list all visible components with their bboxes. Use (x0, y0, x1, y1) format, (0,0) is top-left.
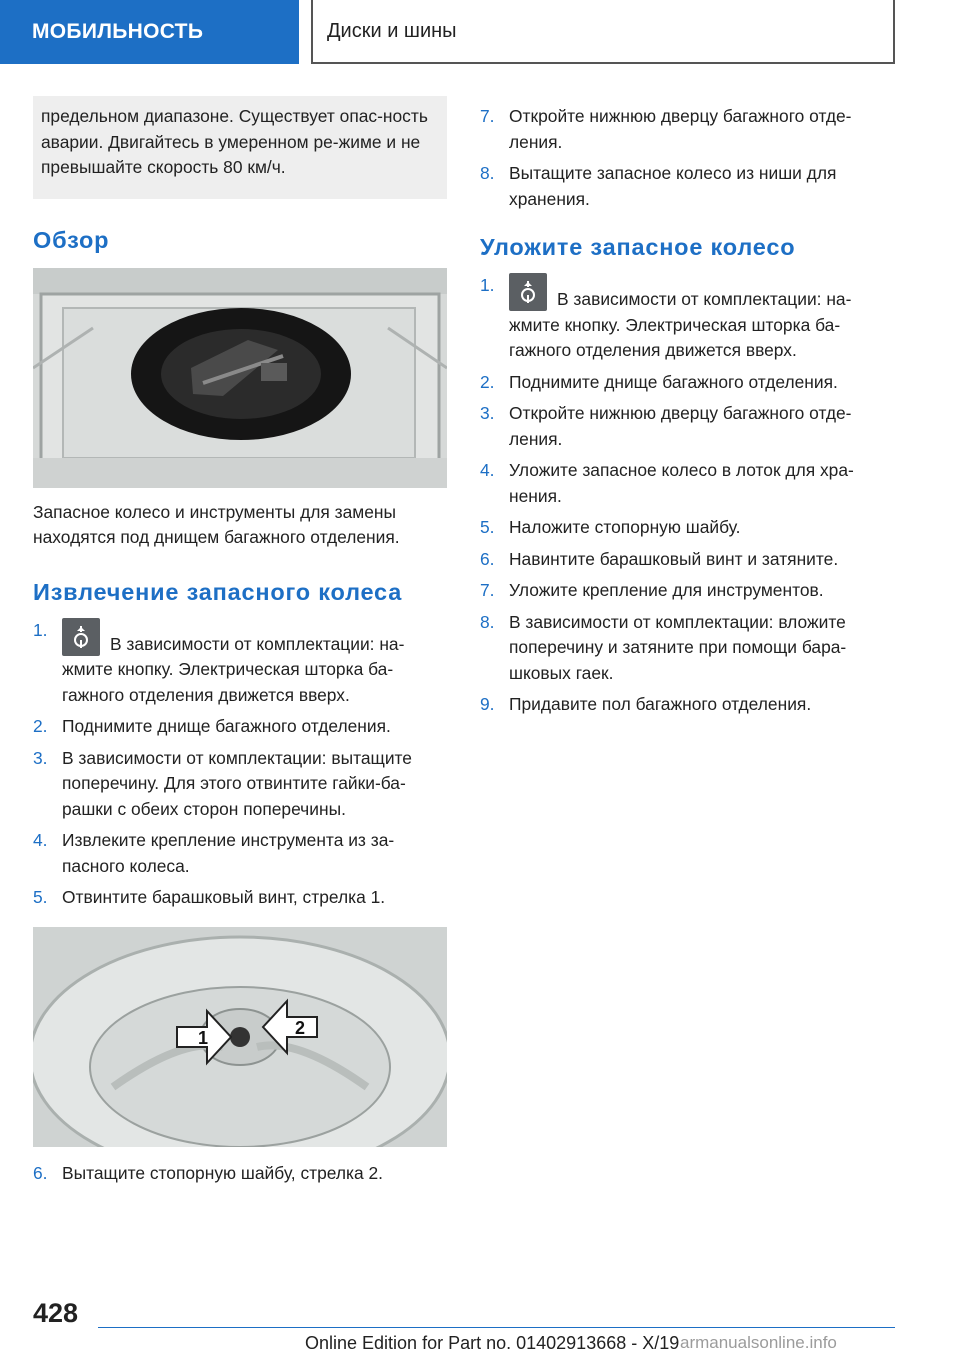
list-item (480, 610, 895, 687)
removal-heading: Извлечение запасного колеса (33, 578, 403, 605)
step-text: Отвинтите барашковый винт, стрелка 1. (62, 887, 386, 907)
list-item (480, 547, 895, 573)
overview-caption: Запасное колесо и инструменты для замены находятся под днищем багажного отделения. (33, 501, 400, 547)
spare-wheel-photo (33, 268, 447, 488)
step-text: Придавите пол багажного отделения. (509, 694, 812, 714)
arrow-label-2: 2 (295, 1017, 306, 1038)
step-number: 3. (33, 747, 48, 768)
list-item (33, 714, 447, 740)
list-item (480, 692, 895, 718)
spare-wheel-illustration (33, 268, 447, 488)
step-text: Уложите крепление для инструментов. (509, 580, 824, 600)
step-text: Поднимите днище багажного отделения. (62, 716, 391, 736)
list-item (480, 578, 895, 604)
step-number: 9. (480, 694, 495, 714)
arrow-label-1: 1 (198, 1027, 209, 1048)
removal-steps-right (480, 104, 895, 212)
step-number: 1. (480, 275, 495, 295)
step-number: 8. (480, 163, 495, 183)
topic-title: Диски и шины (327, 19, 457, 42)
left-column (33, 96, 447, 1192)
step-text: В зависимости от комплектации: на-жмите кнопку. Электрическая шторка ба-гажного отделения движется вверх. (62, 633, 405, 705)
step-text: Откройте нижнюю дверцу багажного отде-ления. (509, 106, 852, 152)
list-item (480, 273, 895, 364)
step-number: 6. (480, 548, 495, 569)
step-number: 8. (480, 611, 495, 632)
page-number: 428 (33, 1298, 79, 1328)
list-item (480, 401, 895, 452)
step-number: 5. (480, 517, 495, 537)
edition-text: Online Edition for Part no. 01402913668 - X/19 (305, 1333, 680, 1353)
step-text: Вытащите запасное колесо из ниши для хранения. (509, 163, 837, 209)
step-number: 2. (480, 371, 495, 392)
stow-heading: Уложите запасное колесо (480, 234, 796, 260)
list-item (33, 885, 447, 911)
list-item (33, 1161, 447, 1187)
trunk-button-icon (509, 273, 547, 311)
step-text: Вытащите стопорную шайбу, стрелка 2. (62, 1162, 384, 1183)
right-column (480, 96, 895, 724)
list-item (33, 746, 447, 823)
section-tab: МОБИЛЬНОСТЬ (0, 0, 299, 64)
trunk-button-icon (62, 618, 100, 656)
step-number: 7. (480, 106, 495, 126)
warning-box (33, 96, 447, 199)
list-item (480, 104, 895, 155)
step-text: В зависимости от комплектации: вытащите поперечину. Для этого отвинтите гайки-ба-рашки с обеих сторон поперечины. (62, 747, 412, 819)
list-item (480, 515, 895, 541)
footer-divider (98, 1327, 895, 1328)
step-number: 6. (33, 1162, 48, 1183)
step-text: Навинтите барашковый винт и затяните. (509, 548, 839, 569)
step-text: Поднимите днище багажного отделения. (509, 371, 838, 392)
list-item (480, 161, 895, 212)
list-item (33, 828, 447, 879)
step-text: Откройте нижнюю дверцу багажного отде-ления. (509, 403, 852, 449)
warning-text: предельном диапазоне. Существует опас-ность аварии. Двигайтесь в умеренном ре-жиме и не превышайте скорость 80 км/ч. (41, 106, 428, 177)
list-item (480, 370, 895, 396)
step-text: В зависимости от комплектации: вложите поперечину и затяните при помощи бара-шковых гаек. (509, 611, 847, 683)
topic-header (311, 0, 895, 64)
step-text: Извлеките крепление инструмента из за-пасного колеса. (62, 830, 395, 876)
step-text: Наложите стопорную шайбу. (509, 517, 741, 537)
removal-steps-continued (33, 1161, 447, 1187)
list-item (480, 458, 895, 509)
step-number: 3. (480, 403, 495, 423)
wing-bolt-photo (33, 927, 447, 1147)
wing-bolt-illustration (33, 927, 447, 1147)
step-number: 1. (33, 619, 48, 640)
overview-heading: Обзор (33, 226, 110, 253)
step-text: Уложите запасное колесо в лоток для хра-нения. (509, 460, 854, 506)
removal-steps (33, 618, 447, 911)
stow-steps (480, 273, 895, 718)
watermark: armanualsonline.info (680, 1333, 837, 1352)
step-number: 4. (33, 830, 48, 850)
step-number: 2. (33, 716, 48, 736)
step-number: 5. (33, 887, 48, 907)
step-number: 7. (480, 580, 495, 600)
step-number: 4. (480, 460, 495, 480)
list-item (33, 618, 447, 709)
step-text: В зависимости от комплектации: на-жмите кнопку. Электрическая шторка ба-гажного отделения движется вверх. (509, 289, 852, 360)
